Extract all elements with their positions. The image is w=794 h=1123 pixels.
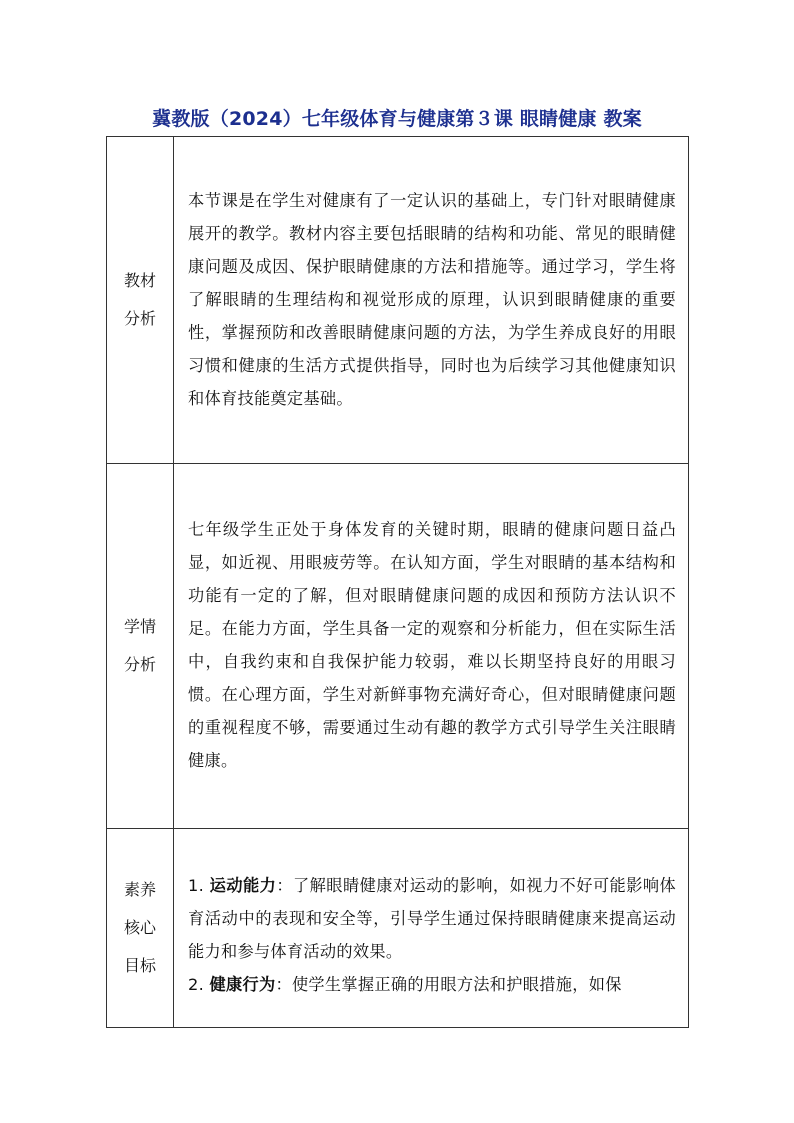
table-row-textbook-analysis (107, 137, 689, 464)
row-label-textbook-analysis (107, 137, 174, 464)
goal-title: 健康行为 (209, 975, 276, 994)
row-label-line: 目标 (123, 956, 156, 975)
row-label-line: 素养 (123, 880, 156, 899)
row-label-line: 教材 (123, 271, 156, 290)
goal-number: 2. (188, 975, 210, 994)
table-row-learner-analysis (107, 464, 689, 829)
row-label-learner-analysis (107, 464, 174, 829)
goal-number: 1. (188, 876, 210, 895)
goal-item-motor-ability (188, 869, 676, 968)
core-competency-goals-content (174, 829, 689, 1028)
row-label-line: 分析 (123, 309, 156, 328)
row-label-line: 学情 (123, 617, 156, 636)
row-label-core-competency-goals (107, 829, 174, 1028)
goal-text: ：使学生掌握正确的用眼方法和护眼措施，如保 (275, 975, 622, 994)
textbook-analysis-content: 本节课是在学生对健康有了一定认识的基础上，专门针对眼睛健康展开的教学。教材内容主要包括眼睛的结构和功能、常见的眼睛健康问题及成因、保护眼睛健康的方法和措施等。通过学习，学生将了解眼睛的生理结构和视觉形成的原理，认识到眼睛健康的重要性，掌握预防和改善眼睛健康问题的方法，为学生养成良好的用眼习惯和健康的生活方式提供指导，同时也为后续学习其他健康知识和体育技能奠定基础。 (174, 137, 689, 464)
page-title: 冀教版（2024）七年级体育与健康第３课 眼睛健康 教案 (152, 108, 642, 130)
goal-title: 运动能力 (209, 876, 277, 895)
goal-item-health-behavior (188, 968, 676, 1001)
learner-analysis-content: 七年级学生正处于身体发育的关键时期，眼睛的健康问题日益凸显，如近视、用眼疲劳等。在认知方面，学生对眼睛的基本结构和功能有一定的了解，但对眼睛健康问题的成因和预防方法认识不足。在能力方面，学生具备一定的观察和分析能力，但在实际生活中，自我约束和自我保护能力较弱，难以长期坚持良好的用眼习惯。在心理方面，学生对新鲜事物充满好奇心，但对眼睛健康问题的重视程度不够，需要通过生动有趣的教学方式引导学生关注眼睛健康。 (174, 464, 689, 829)
goal-text: ：了解眼睛健康对运动的影响，如视力不好可能影响体育活动中的表现和安全等，引导学生通过保持眼睛健康来提高运动能力和参与体育活动的效果。 (188, 876, 677, 961)
row-label-line: 分析 (123, 655, 156, 674)
lesson-plan-table (106, 136, 689, 1028)
row-label-line: 核心 (123, 918, 156, 937)
table-row-core-competency-goals (107, 829, 689, 1028)
